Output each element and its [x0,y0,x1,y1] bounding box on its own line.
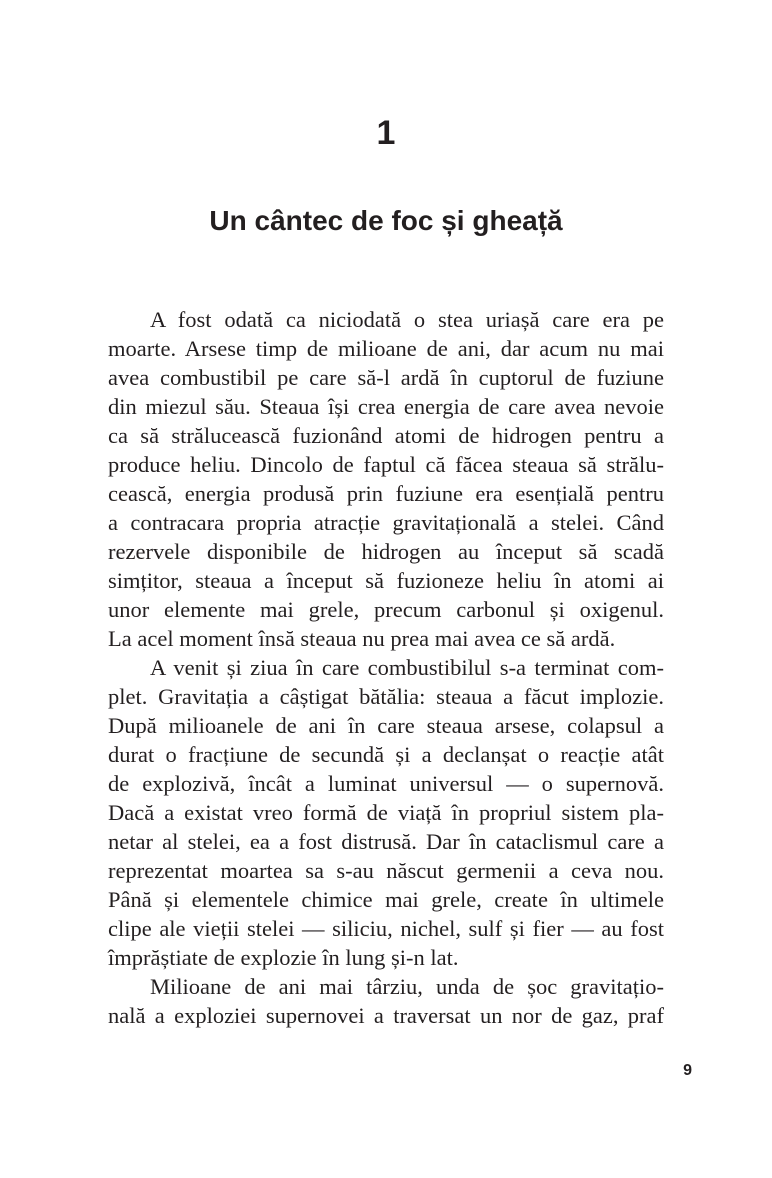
chapter-body-text [108,305,664,1030]
text-line: Milioane de ani mai târziu, unda de șoc gravitațio- [150,974,664,999]
text-line: simțitor, steaua a început să fuzioneze heliu în atomi ai [108,568,664,593]
chapter-title: Un cântec de foc și gheață [209,205,563,236]
paragraph [108,653,664,972]
paragraph [108,305,664,653]
text-line: a contracara propria atracție gravitațională a stelei. Când [108,510,664,535]
text-line: durat o fracțiune de secundă și a declanșat o reacție atât [108,742,664,767]
text-line: avea combustibil pe care să-l ardă în cuptorul de fuziune [108,365,664,390]
paragraph [108,972,664,1030]
text-line: La acel moment însă steaua nu prea mai avea ce să ardă. [108,626,616,651]
text-line: produce heliu. Dincolo de faptul că făcea steaua să strălu- [108,452,664,477]
text-line: reprezentat moartea sa s-au născut germenii a ceva nou. [108,858,664,883]
text-line: Până și elementele chimice mai grele, create în ultimele [108,887,664,912]
text-line: unor elemente mai grele, precum carbonul și oxigenul. [108,597,664,622]
page-number: 9 [683,1062,692,1079]
text-line: A venit și ziua în care combustibilul s-a terminat com- [150,655,664,680]
text-line: nală a exploziei supernovei a traversat un nor de gaz, praf [108,1003,664,1028]
text-line: împrăștiate de explozie în lung și-n lat. [108,945,459,970]
text-line: moarte. Arsese timp de milioane de ani, dar acum nu mai [108,336,664,361]
text-line: cească, energia produsă prin fuziune era esențială pentru [108,481,664,506]
text-line: netar al stelei, ea a fost distrusă. Dar în cataclismul care a [108,829,664,854]
text-line: A fost odată ca niciodată o stea uriașă care era pe [150,307,664,332]
text-line: plet. Gravitația a câștigat bătălia: steaua a făcut implozie. [108,684,664,709]
text-line: După milioanele de ani în care steaua arsese, colapsul a [108,713,664,738]
text-line: rezervele disponibile de hidrogen au început să scadă [108,539,664,564]
text-line: clipe ale vieții stelei — siliciu, nichel, sulf și fier — au fost [108,916,664,941]
chapter-number: 1 [376,114,396,152]
text-line: Dacă a existat vreo formă de viață în propriul sistem pla- [108,800,664,825]
text-line: de explozivă, încât a luminat universul — o supernovă. [108,771,664,796]
text-line: ca să strălucească fuzionând atomi de hidrogen pentru a [108,423,664,448]
text-line: din miezul său. Steaua își crea energia de care avea nevoie [108,394,664,419]
